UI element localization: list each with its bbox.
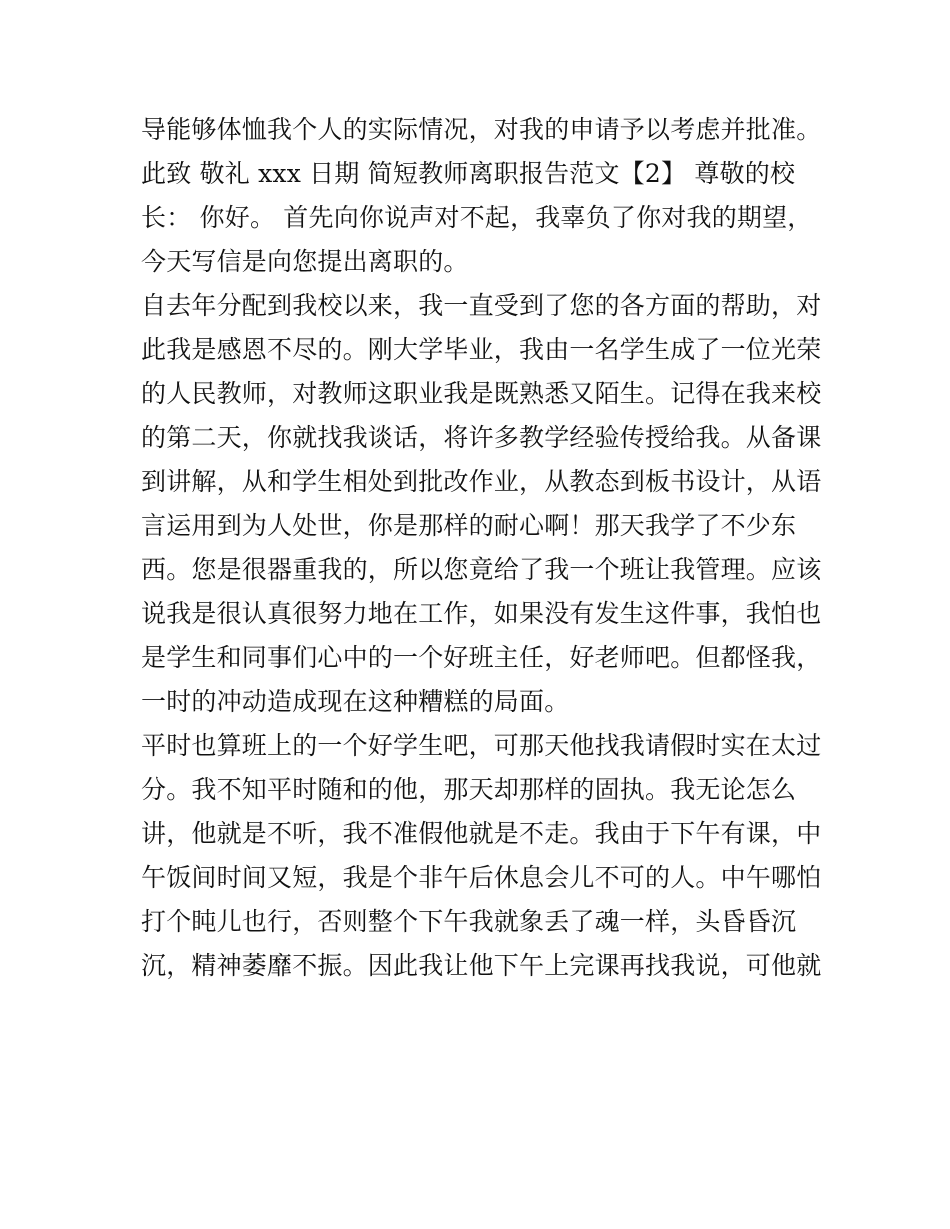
text-line: 的人民教师，对教师这职业我是既熟悉又陌生。记得在我来校 (141, 379, 822, 408)
text-line: 平时也算班上的一个好学生吧，可那天他找我请假时实在太过 (141, 731, 822, 760)
text-line: 到讲解，从和学生相处到批改作业，从教态到板书设计，从语 (141, 467, 822, 496)
text-line: 此致 敬礼 xxx 日期 简短教师离职报告范文【2】 尊敬的校 (141, 159, 796, 188)
text-line: 自去年分配到我校以来，我一直受到了您的各方面的帮助，对 (141, 291, 822, 320)
text-line: 今天写信是向您提出离职的。 (141, 247, 469, 276)
text-line: 西。您是很器重我的，所以您竟给了我一个班让我管理。应该 (141, 555, 822, 584)
text-line: 沉，精神萎靡不振。因此我让他下午上完课再找我说，可他就 (141, 951, 822, 980)
text-line: 一时的冲动造成现在这种糟糕的局面。 (141, 687, 570, 716)
text-line: 此我是感恩不尽的。刚大学毕业，我由一名学生成了一位光荣 (141, 335, 822, 364)
text-line: 言运用到为人处世，你是那样的耐心啊！那天我学了不少东 (141, 511, 797, 540)
text-line: 说我是很认真很努力地在工作，如果没有发生这件事，我怕也 (141, 599, 822, 628)
document-body (141, 108, 821, 988)
text-line: 分。我不知平时随和的他，那天却那样的固执。我无论怎么 (141, 775, 797, 804)
text-line: 打个盹儿也行，否则整个下午我就象丢了魂一样，头昏昏沉 (141, 907, 797, 936)
text-line: 长： 你好。 首先向你说声对不起，我辜负了你对我的期望， (141, 203, 813, 232)
text-line: 是学生和同事们心中的一个好班主任，好老师吧。但都怪我， (141, 643, 822, 672)
text-line: 讲，他就是不听，我不准假他就是不走。我由于下午有课，中 (141, 819, 822, 848)
text-line: 午饭间时间又短，我是个非午后休息会儿不可的人。中午哪怕 (141, 863, 822, 892)
text-line: 导能够体恤我个人的实际情况，对我的申请予以考虑并批准。 (141, 115, 822, 144)
text-line: 的第二天，你就找我谈话，将许多教学经验传授给我。从备课 (141, 423, 822, 452)
